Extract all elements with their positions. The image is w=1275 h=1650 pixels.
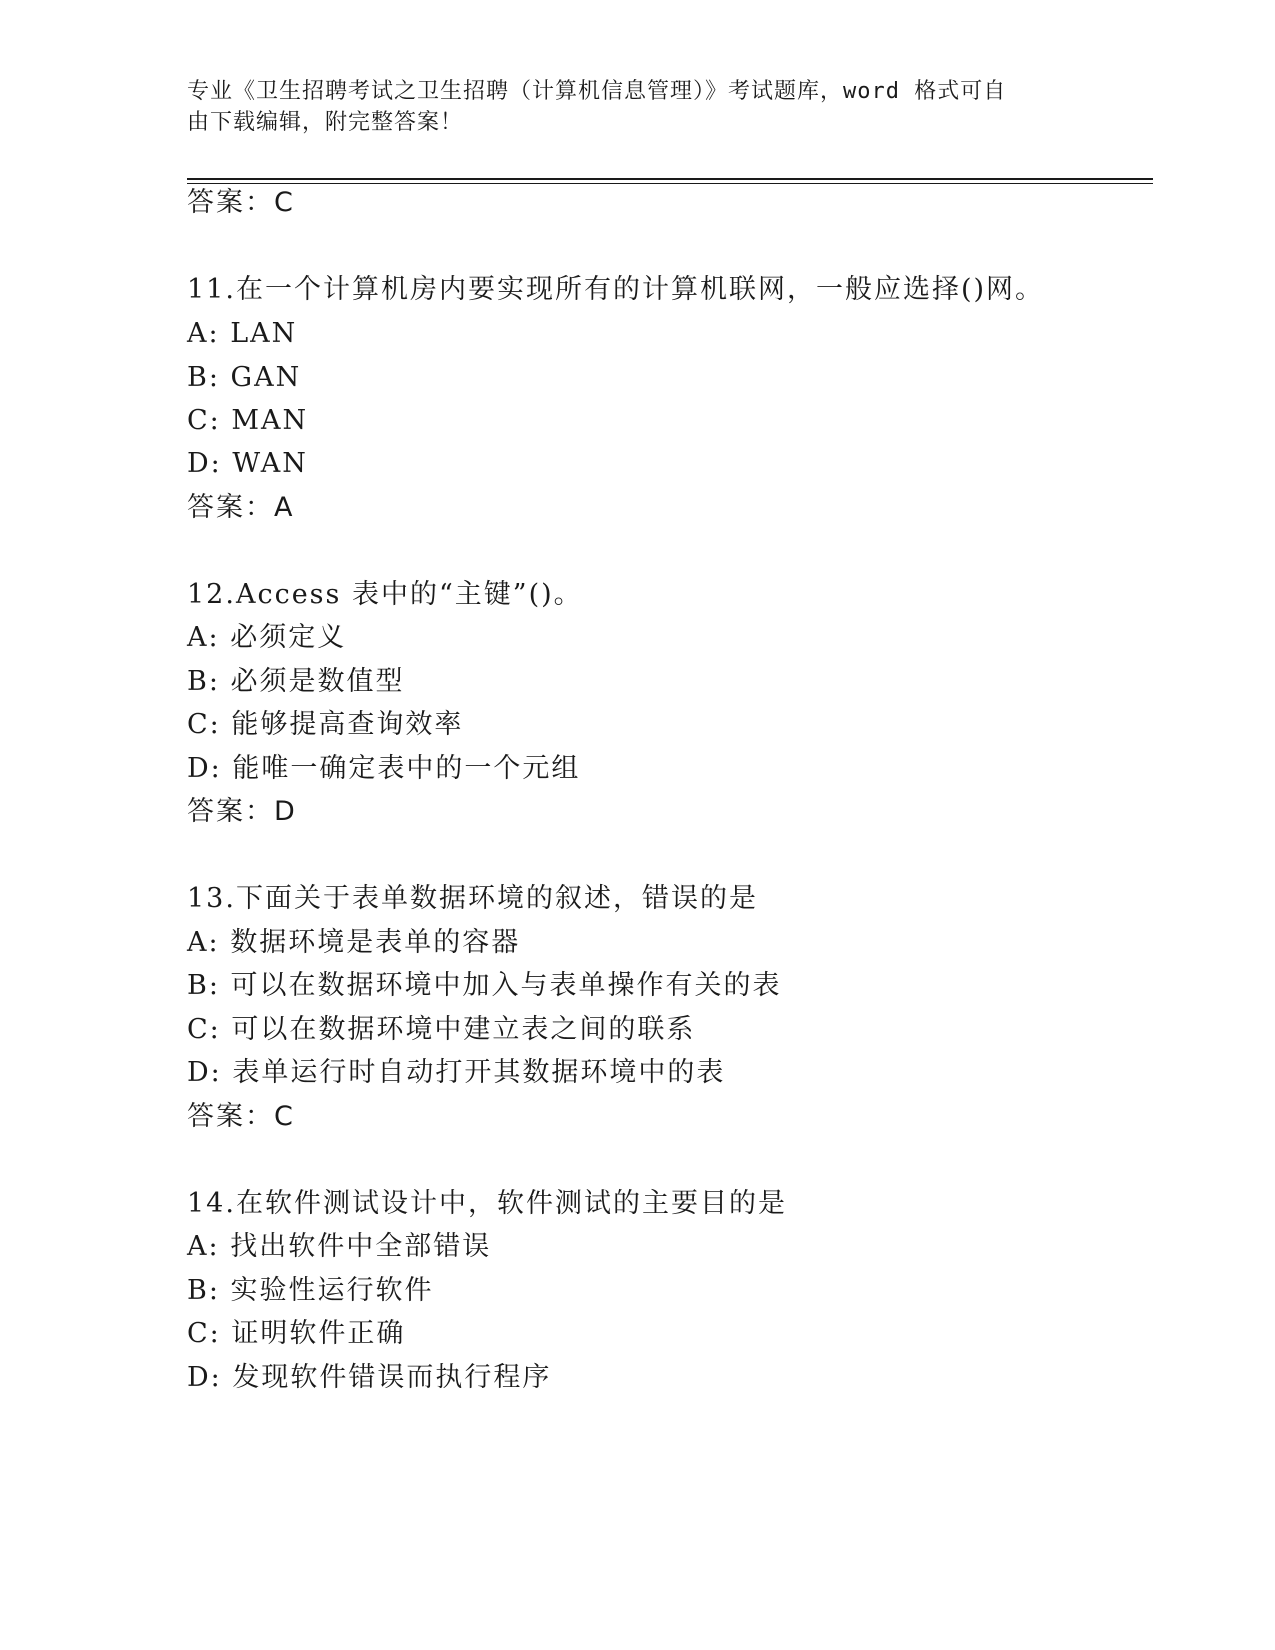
option-a <box>187 621 346 655</box>
option-b <box>187 665 405 699</box>
question-11 <box>187 273 1044 307</box>
question-text: 下面关于表单数据环境的叙述，错误的是 <box>235 883 758 914</box>
header-rule-thin <box>187 183 1153 184</box>
question-13 <box>187 882 758 916</box>
answer-line: 答案：C <box>187 1101 295 1132</box>
header-rule-thick <box>187 178 1153 180</box>
question-14 <box>187 1187 787 1221</box>
option-text: 必须是数值型 <box>230 666 405 697</box>
question-text: 在软件测试设计中，软件测试的主要目的是 <box>235 1188 787 1219</box>
option-text: WAN <box>232 448 308 479</box>
option-text: 发现软件错误而执行程序 <box>232 1362 552 1393</box>
option-c <box>187 708 463 742</box>
option-text: 证明软件正确 <box>231 1318 406 1349</box>
option-text: 数据环境是表单的容器 <box>230 927 521 958</box>
option-d <box>187 752 580 786</box>
option-label: B: <box>187 1275 220 1306</box>
option-text: 可以在数据环境中建立表之间的联系 <box>231 1014 696 1045</box>
question-number: 11. <box>187 274 236 305</box>
option-a <box>187 926 520 960</box>
option-label: D: <box>187 1057 222 1088</box>
option-d <box>187 1361 551 1395</box>
question-number: 13. <box>187 883 236 914</box>
option-label: B: <box>187 970 220 1001</box>
option-c <box>187 1317 405 1351</box>
option-text: 必须定义 <box>230 622 347 653</box>
document-header <box>187 76 1087 138</box>
option-text: 能够提高查询效率 <box>231 709 464 740</box>
option-label: C: <box>187 405 221 436</box>
option-label: C: <box>187 709 221 740</box>
option-text: 能唯一确定表中的一个元组 <box>232 753 581 784</box>
option-label: B: <box>187 362 220 393</box>
question-text: 在一个计算机房内要实现所有的计算机联网，一般应选择()网。 <box>235 274 1045 305</box>
option-text: 实验性运行软件 <box>230 1275 434 1306</box>
option-b <box>187 1274 434 1308</box>
question-text: Access 表中的“主键”()。 <box>235 579 583 610</box>
option-a <box>187 1230 491 1264</box>
header-line-1: 专业《卫生招聘考试之卫生招聘（计算机信息管理）》考试题库，word 格式可自 <box>187 79 1007 104</box>
option-label: D: <box>187 448 222 479</box>
option-label: C: <box>187 1014 221 1045</box>
question-number: 14. <box>187 1188 236 1219</box>
question-12 <box>187 578 583 612</box>
option-label: C: <box>187 1318 221 1349</box>
option-c <box>187 1013 695 1047</box>
option-label: A: <box>187 622 220 653</box>
option-text: 可以在数据环境中加入与表单操作有关的表 <box>230 970 782 1001</box>
option-label: D: <box>187 1362 222 1393</box>
option-text: LAN <box>230 318 298 349</box>
option-text: 找出软件中全部错误 <box>230 1231 492 1262</box>
option-b <box>187 361 301 395</box>
option-label: A: <box>187 318 220 349</box>
answer-line: 答案：A <box>187 492 295 523</box>
option-b <box>187 969 782 1003</box>
answer-line: 答案：C <box>187 187 295 218</box>
option-d <box>187 1056 725 1090</box>
option-text: GAN <box>230 362 302 393</box>
answer-line: 答案：D <box>187 796 297 827</box>
option-label: A: <box>187 1231 220 1262</box>
option-c <box>187 404 308 438</box>
option-a <box>187 317 297 351</box>
option-label: A: <box>187 927 220 958</box>
option-label: B: <box>187 666 220 697</box>
option-text: MAN <box>231 405 309 436</box>
question-number: 12. <box>187 579 236 610</box>
header-line-2: 由下载编辑，附完整答案！ <box>187 110 464 135</box>
option-d <box>187 447 308 481</box>
option-label: D: <box>187 753 222 784</box>
option-text: 表单运行时自动打开其数据环境中的表 <box>232 1057 726 1088</box>
